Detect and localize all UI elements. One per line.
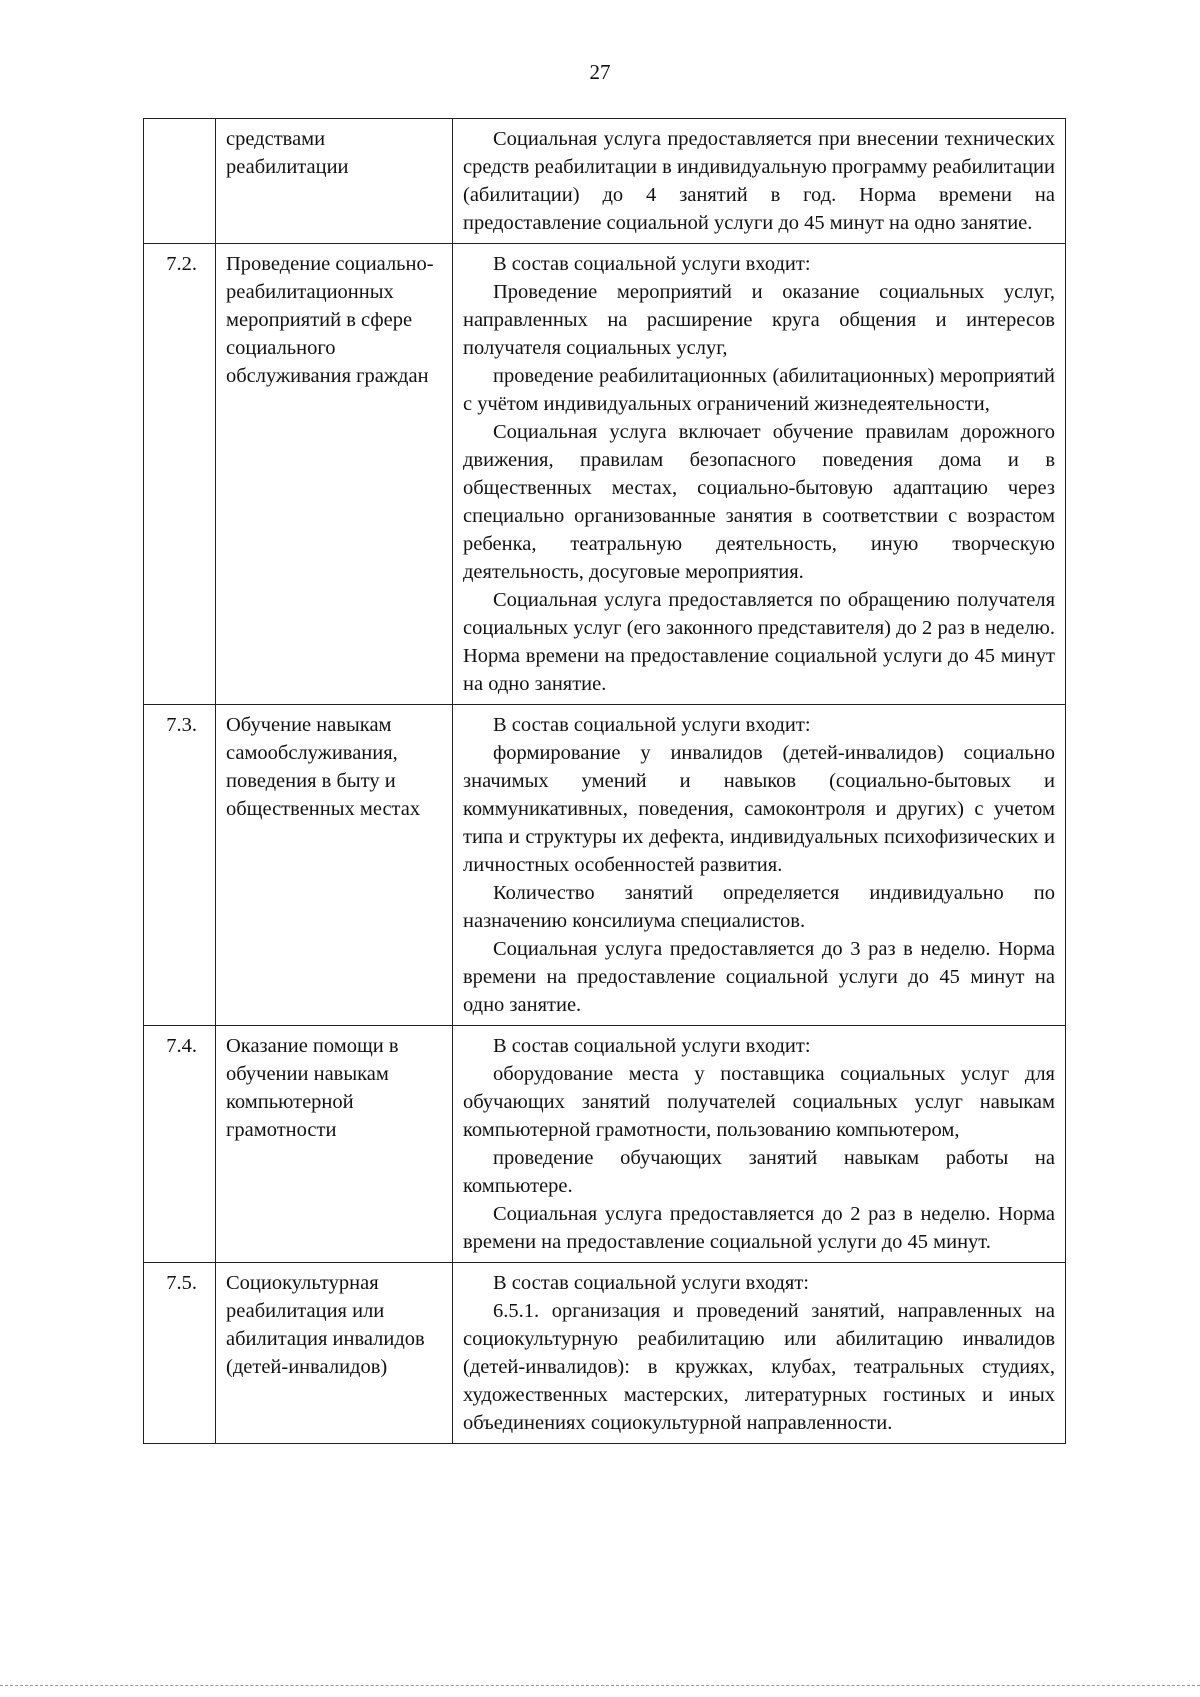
- service-name: Обучение навыкам самообслуживания, поведения в быту и общественных местах: [216, 705, 453, 1026]
- page-edge-divider: [0, 1685, 1200, 1686]
- service-description: [453, 1263, 1066, 1444]
- table-row: [144, 244, 1066, 705]
- description-paragraph: В состав социальной услуги входит:: [493, 253, 811, 275]
- row-number: [144, 119, 216, 244]
- table-row: [144, 119, 1066, 244]
- description-paragraph: Проведение мероприятий и оказание социальных услуг, направленных на расширение круга общения и интересов получателя социальных услуг,: [463, 281, 1055, 359]
- row-number: 7.5.: [144, 1263, 216, 1444]
- row-number: 7.3.: [144, 705, 216, 1026]
- service-description: [453, 1026, 1066, 1263]
- row-number: 7.4.: [144, 1026, 216, 1263]
- description-paragraph: В состав социальной услуги входят:: [493, 1272, 809, 1294]
- description-paragraph: Социальная услуга включает обучение правилам дорожного движения, правилам безопасного поведения дома и в общественных местах, социально-бытовую адаптацию через специально организованные занятия в соответствии с возрастом ребенка, театральную деятельность, иную творческую деятельность, досуговые мероприятия.: [463, 421, 1055, 583]
- services-table: [143, 118, 1066, 1444]
- description-paragraph: В состав социальной услуги входит:: [493, 1035, 811, 1057]
- service-description: [453, 119, 1066, 244]
- description-paragraph: формирование у инвалидов (детей-инвалидов) социально значимых умений и навыков (социально-бытовых и коммуникативных, поведения, самоконтроля и других) с учетом типа и структуры их дефекта, индивидуальных психофизических и личностных особенностей развития.: [463, 742, 1055, 876]
- service-name: Оказание помощи в обучении навыкам компьютерной грамотности: [216, 1026, 453, 1263]
- page-number: 27: [589, 60, 611, 84]
- description-paragraph: Социальная услуга предоставляется до 3 раз в неделю. Норма времени на предоставление социальной услуги до 45 минут на одно занятие.: [463, 938, 1055, 1016]
- description-paragraph: Социальная услуга предоставляется до 2 раз в неделю. Норма времени на предоставление социальной услуги до 45 минут.: [463, 1203, 1055, 1253]
- description-paragraph: Социальная услуга предоставляется по обращению получателя социальных услуг (его законного представителя) до 2 раз в неделю. Норма времени на предоставление социальной услуги до 45 минут на одно занятие.: [463, 589, 1055, 695]
- row-number: 7.2.: [144, 244, 216, 705]
- table-row: [144, 1263, 1066, 1444]
- service-description: [453, 244, 1066, 705]
- table-row: [144, 705, 1066, 1026]
- table-row: [144, 1026, 1066, 1263]
- service-description: [453, 705, 1066, 1026]
- description-paragraph: Социальная услуга предоставляется при внесении технических средств реабилитации в индивидуальную программу реабилитации (абилитации) до 4 занятий в год. Норма времени на предоставление социальной услуги до 45 минут на одно занятие.: [463, 128, 1055, 234]
- description-paragraph: проведение обучающих занятий навыкам работы на компьютере.: [463, 1147, 1055, 1197]
- service-name: Социокультурная реабилитация или абилитация инвалидов (детей-инвалидов): [216, 1263, 453, 1444]
- service-name: средствами реабилитации: [216, 119, 453, 244]
- description-paragraph: оборудование места у поставщика социальных услуг для обучающих занятий получателей социальных услуг навыкам компьютерной грамотности, пользованию компьютером,: [463, 1063, 1055, 1141]
- description-paragraph: 6.5.1. организация и проведений занятий, направленных на социокультурную реабилитацию или абилитацию инвалидов (детей-инвалидов): в кружках, клубах, театральных студиях, художественных мастерских, литературных гостиных и иных объединениях социокультурной направленности.: [463, 1300, 1055, 1434]
- description-paragraph: Количество занятий определяется индивидуально по назначению консилиума специалистов.: [463, 882, 1055, 932]
- description-paragraph: проведение реабилитационных (абилитационных) мероприятий с учётом индивидуальных ограничений жизнедеятельности,: [463, 365, 1055, 415]
- description-paragraph: В состав социальной услуги входит:: [493, 714, 811, 736]
- service-name: Проведение социально-реабилитационных мероприятий в сфере социального обслуживания граждан: [216, 244, 453, 705]
